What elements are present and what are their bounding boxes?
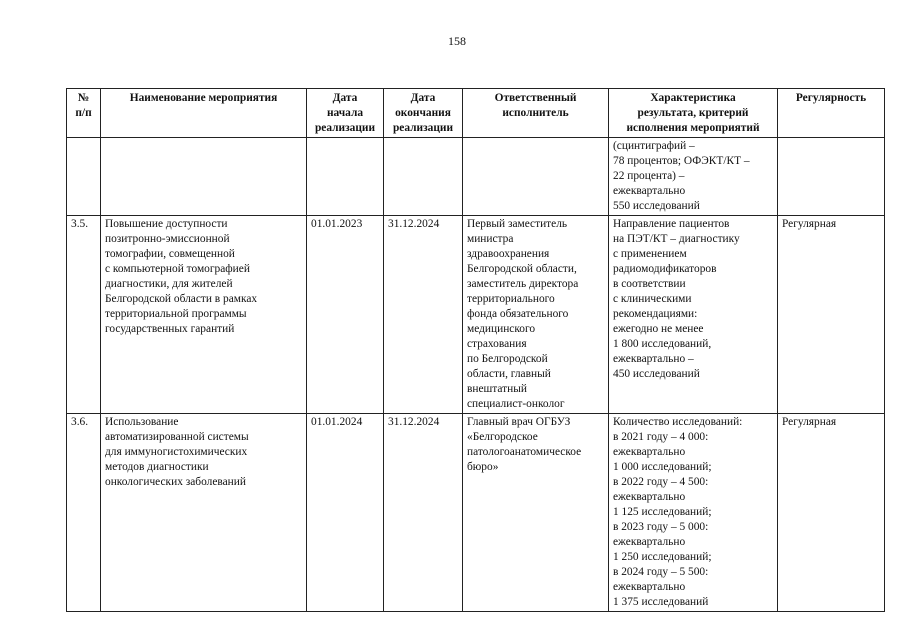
cell-activity-name: Повышение доступности позитронно-эмиссионной томографии, совмещенной с компьютерной томографией диагностики, для жителей Белгородской области в рамках территориальной программы государственных гарантий: [101, 216, 307, 414]
header-start-date: Дата начала реализации: [307, 89, 384, 138]
cell-number: [67, 138, 101, 216]
cell-end-date: 31.12.2024: [384, 216, 463, 414]
header-activity-name: Наименование мероприятия: [101, 89, 307, 138]
header-result: Характеристика результата, критерий исполнения мероприятий: [609, 89, 778, 138]
cell-start-date: 01.01.2023: [307, 216, 384, 414]
header-number: № п/п: [67, 89, 101, 138]
cell-result: (сцинтиграфий – 78 процентов; ОФЭКТ/КТ – 22 процента) – ежеквартально 550 исследований: [609, 138, 778, 216]
header-end-date: Дата окончания реализации: [384, 89, 463, 138]
cell-activity-name: [101, 138, 307, 216]
table-row: [67, 216, 885, 414]
activities-table: [66, 88, 885, 612]
cell-activity-name: Использование автоматизированной системы для иммуногистохимических методов диагностики онкологических заболеваний: [101, 414, 307, 612]
page-number: 158: [448, 34, 466, 48]
cell-responsible: Главный врач ОГБУЗ «Белгородское патологоанатомическое бюро»: [463, 414, 609, 612]
table-row: [67, 138, 885, 216]
cell-regularity: Регулярная: [778, 216, 885, 414]
cell-result: Направление пациентов на ПЭТ/КТ – диагностику с применением радиомодификаторов в соответствии с клиническими рекомендациями: ежегодно не менее 1 800 исследований, ежеквартально – 450 исследований: [609, 216, 778, 414]
cell-end-date: 31.12.2024: [384, 414, 463, 612]
header-regularity: Регулярность: [778, 89, 885, 138]
table-row: [67, 414, 885, 612]
cell-regularity: [778, 138, 885, 216]
cell-start-date: 01.01.2024: [307, 414, 384, 612]
cell-regularity: Регулярная: [778, 414, 885, 612]
cell-number: 3.5.: [67, 216, 101, 414]
table-header-row: [67, 89, 885, 138]
cell-number: 3.6.: [67, 414, 101, 612]
cell-responsible: [463, 138, 609, 216]
cell-end-date: [384, 138, 463, 216]
cell-result: Количество исследований: в 2021 году – 4 000: ежеквартально 1 000 исследований; в 2022 году – 4 500: ежеквартально 1 125 исследований; в 2023 году – 5 000: ежеквартально 1 250 исследований; в 2024 году – 5 500: ежеквартально 1 375 исследований: [609, 414, 778, 612]
cell-start-date: [307, 138, 384, 216]
cell-responsible: Первый заместитель министра здравоохранения Белгородской области, заместитель директора территориального фонда обязательного медицинского страхования по Белгородской области, главный внештатный специалист-онколог: [463, 216, 609, 414]
header-responsible: Ответственный исполнитель: [463, 89, 609, 138]
